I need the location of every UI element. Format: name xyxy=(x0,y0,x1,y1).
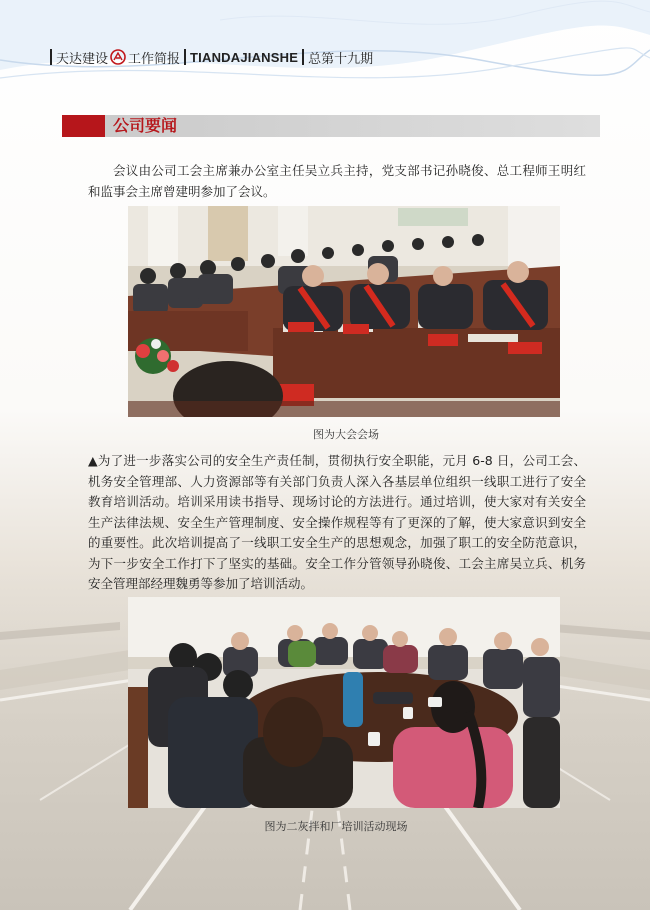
header-publication: 工作简报 xyxy=(128,51,181,67)
section-heading-accent xyxy=(62,115,105,137)
article-paragraph: ▲为了进一步落实公司的安全生产责任制，贯彻执行安全职能，元月 6-8 日，公司工会、机务安全管理部、人力资源部等有关部门负责人深入各基层单位组织一线职工进行了安全教育培训活动。培训采用读书指导、现场讨论的方法进行。通过培训，使大家对有关安全生产法律法规、安全生产管理制度、安全操作规程等有了更深的了解，使大家意识到安全的重要性。此次培训提高了一线职工安全生产的思想观念，加强了职工的安全防范意识，为下一步安全工作打下了坚实的基础。安全工作分管领导孙晓俊、工会主席吴立兵、机务安全管理部经理魏勇等参加了培训活动。 xyxy=(88,453,586,591)
company-logo-icon xyxy=(110,49,126,65)
training-session-photo xyxy=(128,597,560,808)
section-heading xyxy=(62,115,600,137)
header-issue: 总第十九期 xyxy=(308,51,374,67)
header-divider xyxy=(50,49,52,65)
header-latin-name: TIANDAJIANSHE xyxy=(190,49,299,65)
header-brand: 天达建设 xyxy=(56,51,109,67)
section-title: 公司要闻 xyxy=(113,116,178,135)
header-divider xyxy=(302,49,304,65)
meeting-hall-photo xyxy=(128,206,560,417)
photo-caption: 图为二灰拌和厂培训活动现场 xyxy=(264,820,408,833)
photo-caption: 图为大会会场 xyxy=(313,428,379,441)
article-paragraph: 会议由公司工会主席兼办公室主任吴立兵主持，党支部书记孙晓俊、总工程师王明红和监事会主席曾建明参加了会议。 xyxy=(88,163,586,199)
header-divider xyxy=(184,49,186,65)
page-header xyxy=(46,46,373,68)
